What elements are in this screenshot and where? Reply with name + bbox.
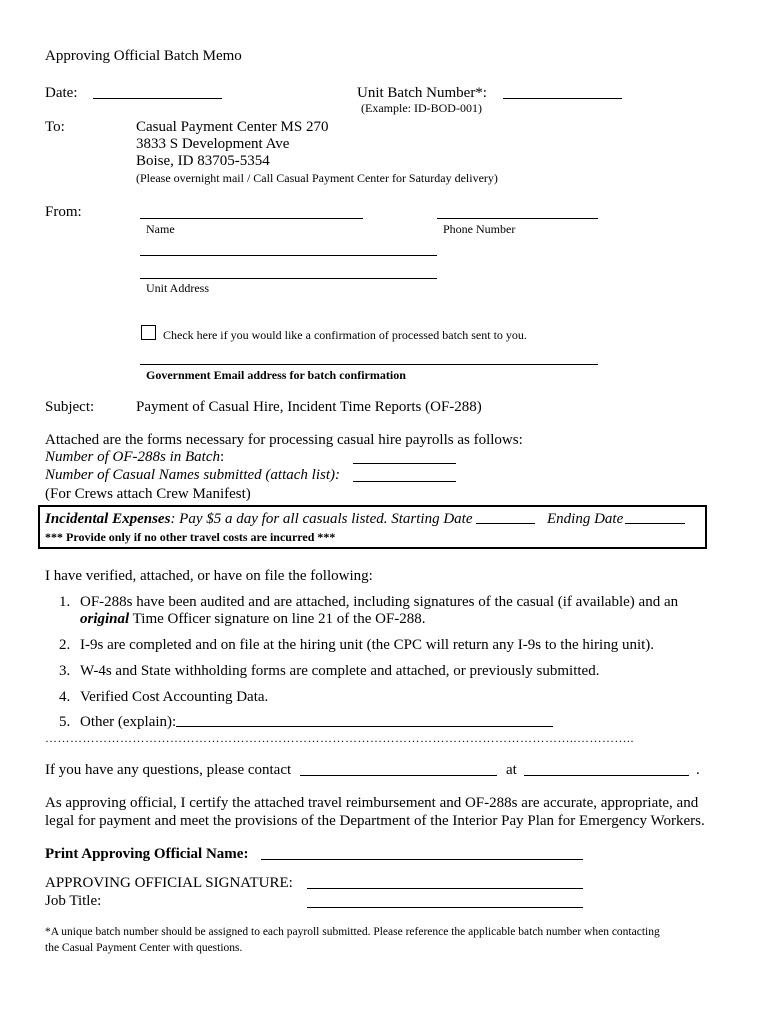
phone-label: Phone Number (443, 222, 516, 236)
email-field[interactable] (140, 364, 598, 365)
period: . (696, 762, 700, 778)
num-casual-label: Number of Casual Names submitted (attach list): (45, 467, 340, 483)
certify-line-2: legal for payment and meet the provisions of the Department of the Interior Pay Plan for Emergency Workers. (45, 813, 705, 829)
phone-field[interactable] (437, 218, 598, 219)
item-4-number: 4. (59, 689, 71, 705)
unit-batch-label: Unit Batch Number*: (357, 85, 487, 101)
memo-title: Approving Official Batch Memo (45, 48, 242, 64)
print-name-field[interactable] (261, 859, 583, 860)
to-address-line-2: 3833 S Development Ave (136, 136, 290, 152)
unit-batch-field[interactable] (503, 98, 622, 99)
dotted-separator: ………………………………………………………………………………………………………………..………….. (45, 731, 634, 745)
unit-address-label: Unit Address (146, 281, 209, 295)
crews-note: (For Crews attach Crew Manifest) (45, 486, 251, 502)
subject-text: Payment of Casual Hire, Incident Time Reports (OF-288) (136, 399, 482, 415)
name-field[interactable] (140, 218, 363, 219)
footnote-line-1: *A unique batch number should be assigned to each payroll submitted. Please reference the applicable batch number when contacting (45, 926, 660, 938)
job-title-label: Job Title: (45, 893, 102, 909)
num-of288-colon: : (219, 449, 225, 465)
job-title-field[interactable] (307, 907, 583, 908)
date-label: Date: (45, 85, 78, 101)
item-1-text-line-2 (80, 610, 426, 628)
attached-intro: Attached are the forms necessary for processing casual hire payrolls as follows: (45, 432, 523, 448)
ending-date-field[interactable] (625, 523, 685, 524)
starting-date-field[interactable] (476, 523, 535, 524)
signature-label: APPROVING OFFICIAL SIGNATURE: (45, 875, 293, 891)
certify-line-1: As approving official, I certify the attached travel reimbursement and OF-288s are accurate, appropriate, and (45, 795, 699, 811)
item-5-number: 5. (59, 714, 71, 730)
num-of288-row (45, 448, 224, 466)
to-note: (Please overnight mail / Call Casual Payment Center for Saturday delivery) (136, 171, 498, 185)
item-3-text: W-4s and State withholding forms are complete and attached, or previously submitted. (80, 663, 600, 679)
ending-date-label: Ending Date (547, 511, 624, 527)
unit-address-field-1[interactable] (140, 255, 437, 256)
item-1-text-rest: Time Officer signature on line 21 of the OF-288. (129, 611, 426, 627)
item-1-number: 1. (59, 594, 71, 610)
contact-name-field[interactable] (300, 775, 497, 776)
from-label: From: (45, 204, 82, 220)
questions-text: If you have any questions, please contact (45, 762, 292, 778)
email-label: Government Email address for batch confirmation (146, 368, 406, 382)
contact-phone-field[interactable] (524, 775, 689, 776)
item-2-number: 2. (59, 637, 71, 653)
verified-intro: I have verified, attached, or have on file the following: (45, 568, 373, 584)
item-2-text: I-9s are completed and on file at the hiring unit (the CPC will return any I-9s to the hiring unit). (80, 637, 655, 653)
signature-field[interactable] (307, 888, 583, 889)
other-explain-field[interactable] (176, 726, 553, 727)
to-address-line-3: Boise, ID 83705-5354 (136, 153, 270, 169)
subject-label: Subject: (45, 399, 95, 415)
item-1-text: OF-288s have been audited and are attached, including signatures of the casual (if available) and an (80, 594, 679, 610)
item-5-text: Other (explain): (80, 714, 177, 730)
item-4-text: Verified Cost Accounting Data. (80, 689, 269, 705)
incidental-row (45, 510, 473, 528)
num-of288-label: Number of OF-288s in Batch (45, 449, 220, 465)
num-of288-field[interactable] (353, 463, 456, 464)
unit-address-field-2[interactable] (140, 278, 437, 279)
footnote-line-2: the Casual Payment Center with questions. (45, 942, 243, 954)
item-1-emphasis: original (80, 611, 130, 627)
confirmation-checkbox[interactable] (141, 325, 156, 340)
date-field[interactable] (93, 98, 222, 99)
incidental-label: Incidental Expenses (45, 511, 171, 527)
to-label: To: (45, 119, 65, 135)
item-3-number: 3. (59, 663, 71, 679)
confirmation-checkbox-label: Check here if you would like a confirmation of processed batch sent to you. (163, 328, 527, 342)
num-casual-field[interactable] (353, 481, 456, 482)
name-label: Name (146, 222, 175, 236)
to-address-line-1: Casual Payment Center MS 270 (136, 119, 329, 135)
at-label: at (506, 762, 517, 778)
print-name-label: Print Approving Official Name: (45, 846, 249, 862)
incidental-text: : Pay $5 a day for all casuals listed. Starting Date (170, 511, 473, 527)
unit-batch-example: (Example: ID-BOD-001) (361, 101, 482, 115)
incidental-note: *** Provide only if no other travel costs are incurred *** (45, 530, 336, 544)
